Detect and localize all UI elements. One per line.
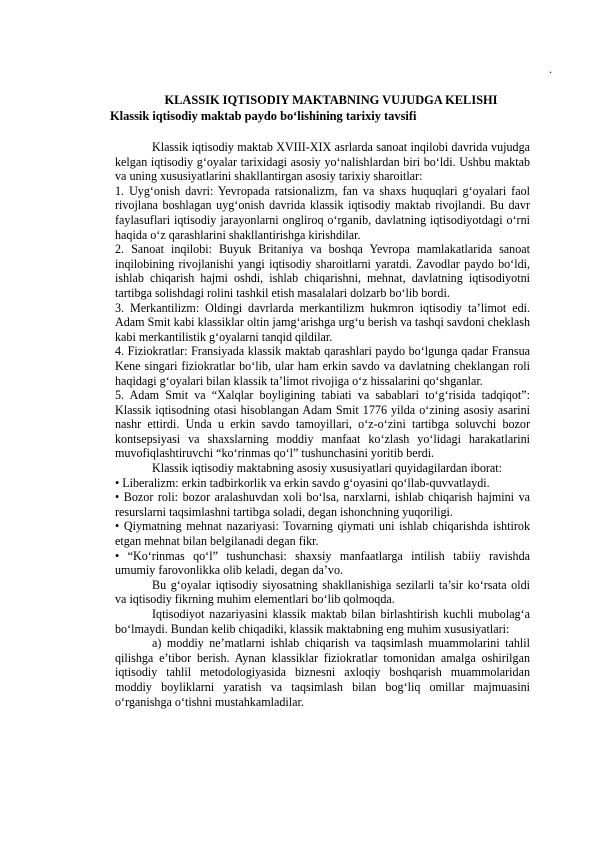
intro-paragraph: Klassik iqtisodiy maktab XVIII-XIX asrlarda sanoat inqilobi davrida vujudga kelgan iqtisodiy g‘oyalar tarixidagi asosiy yo‘nalishlardan biri bo‘ldi. Ushbu maktab va uning xususiyatlarini shakllantirgan asosiy tarixiy sharoitlar: [115,140,530,184]
list-item-adam-smith: 5. Adam Smit va “Xalqlar boyligining tabiati va sabablari to‘g‘risida tadqiqot”: Klassik iqtisodning otasi hisoblangan Adam Smit 1776 yilda o‘zining asosiy asarini nashr ettirdi. Unda u erkin savdo tamoyillari, o‘z-o‘zini tartibga soluvchi bozor kontsepsiyasi va shaxslarning moddiy manfaat ko‘zlash yo‘lidagi harakatlarini muvofiqlashtiruvchi “ko‘rinmas qo‘l” tushunchasini yoritib berdi. [115,388,530,461]
bullet-labor-value: • Qiymatning mehnat nazariyasi: Tovarning qiymati uni ishlab chiqarishda ishtirok etgan mehnat bilan belgilanadi degan fikr. [115,519,530,549]
document-title: KLASSIK IQTISODIY MAKTABNING VUJUDGA KELISHI [164,93,498,107]
bullet-liberalism: • Liberalizm: erkin tadbirkorlik va erkin savdo g‘oyasini qo‘llab-quvvatlaydi. [115,475,490,490]
list-item-industrial-revolution: 2. Sanoat inqilobi: Buyuk Britaniya va boshqa Yevropa mamlakatlarida sanoat inqilobining rivojlanishi yangi iqtisodiy sharoitlarni yaratdi. Zavodlar paydo bo‘ldi, ishlab chiqarish hajmi oshdi, ishlab chiqarishni, mehnat, davlatning iqtisodiyotni tartibga solishdagi rolini tashkil etish masalalari dolzarb bo‘lib bordi. [115,242,530,300]
list-item-mercantilism: 3. Merkantilizm: Oldingi davrlarda merkantilizm hukmron iqtisodiy ta’limot edi. Adam Smit kabi klassiklar oltin jamg‘arishga urg‘u berish va tashqi savdoni cheklash kabi merkantilistik g‘oyalarni tanqid qildilar. [115,300,530,344]
theory-paragraph: Iqtisodiyot nazariyasini klassik maktab bilan birlashtirish kuchli mubolag‘a bo‘lmaydi. Bundan kelib chiqadiki, klassik maktabning eng muhim xususiyatlari: [115,607,530,636]
document-subtitle: Klassik iqtisodiy maktab paydo bo‘lishining tarixiy tavsifi [110,109,417,123]
bullet-market-role: • Bozor roli: bozor aralashuvdan xoli bo‘lsa, narxlarni, ishlab chiqarish hajmini va resurslarni taqsimlashni tartibga soladi, degan ishonchning yuqoriligi. [115,490,530,519]
features-intro-paragraph: Klassik iqtisodiy maktabning asosiy xususiyatlari quyidagilardan iborat: [152,461,502,476]
bullet-invisible-hand: • “Ko‘rinmas qo‘l” tushunchasi: shaxsiy manfaatlarga intilish tabiiy ravishda umumiy farovonlikka olib keladi, degan da’vo. [115,548,530,578]
feature-a-paragraph: a) moddiy ne’matlarni ishlab chiqarish va taqsimlash muammolarini tahlil qilishga e’tibor berish. Aynan klassiklar fiziokratlar tomonidan amalga oshirilgan iqtisodiy tahlil metodologiyasida biznesni axloqiy boshqarish muammolaridan moddiy boyliklarni yaratish va taqsimlash bilan bog‘liq omillar majmuasini o‘rganishga o‘tishni mustahkamladilar. [115,636,530,709]
influence-paragraph: Bu g‘oyalar iqtisodiy siyosatning shakllanishiga sezilarli ta’sir ko‘rsata oldi va iqtisodiy fikrning muhim elementlari bo‘lib qolmoqda. [115,577,530,607]
document-body [115,140,530,709]
page-marker: . [549,62,552,76]
list-item-physiocrats: 4. Fiziokratlar: Fransiyada klassik maktab qarashlari paydo bo‘lgunga qadar Fransua Kene singari fiziokratlar bo‘lib, ular ham erkin savdo va davlatning cheklangan roli haqidagi g‘oyalari bilan klassik ta’limot rivojiga o‘z hissalarini qo‘shganlar. [115,344,530,388]
list-item-renaissance: 1. Uyg‘onish davri: Yevropada ratsionalizm, fan va shaxs huquqlari g‘oyalari faol rivojlana boshlagan uyg‘onish davrida klassik iqtisodiy maktab rivojlandi. Bu davr faylasuflari iqtisodiy jarayonlarni ongliroq o‘rganib, davlatning iqtisodiyotdagi o‘rni haqida o‘z qarashlarini shakllantirishga kirishdilar. [115,183,530,242]
